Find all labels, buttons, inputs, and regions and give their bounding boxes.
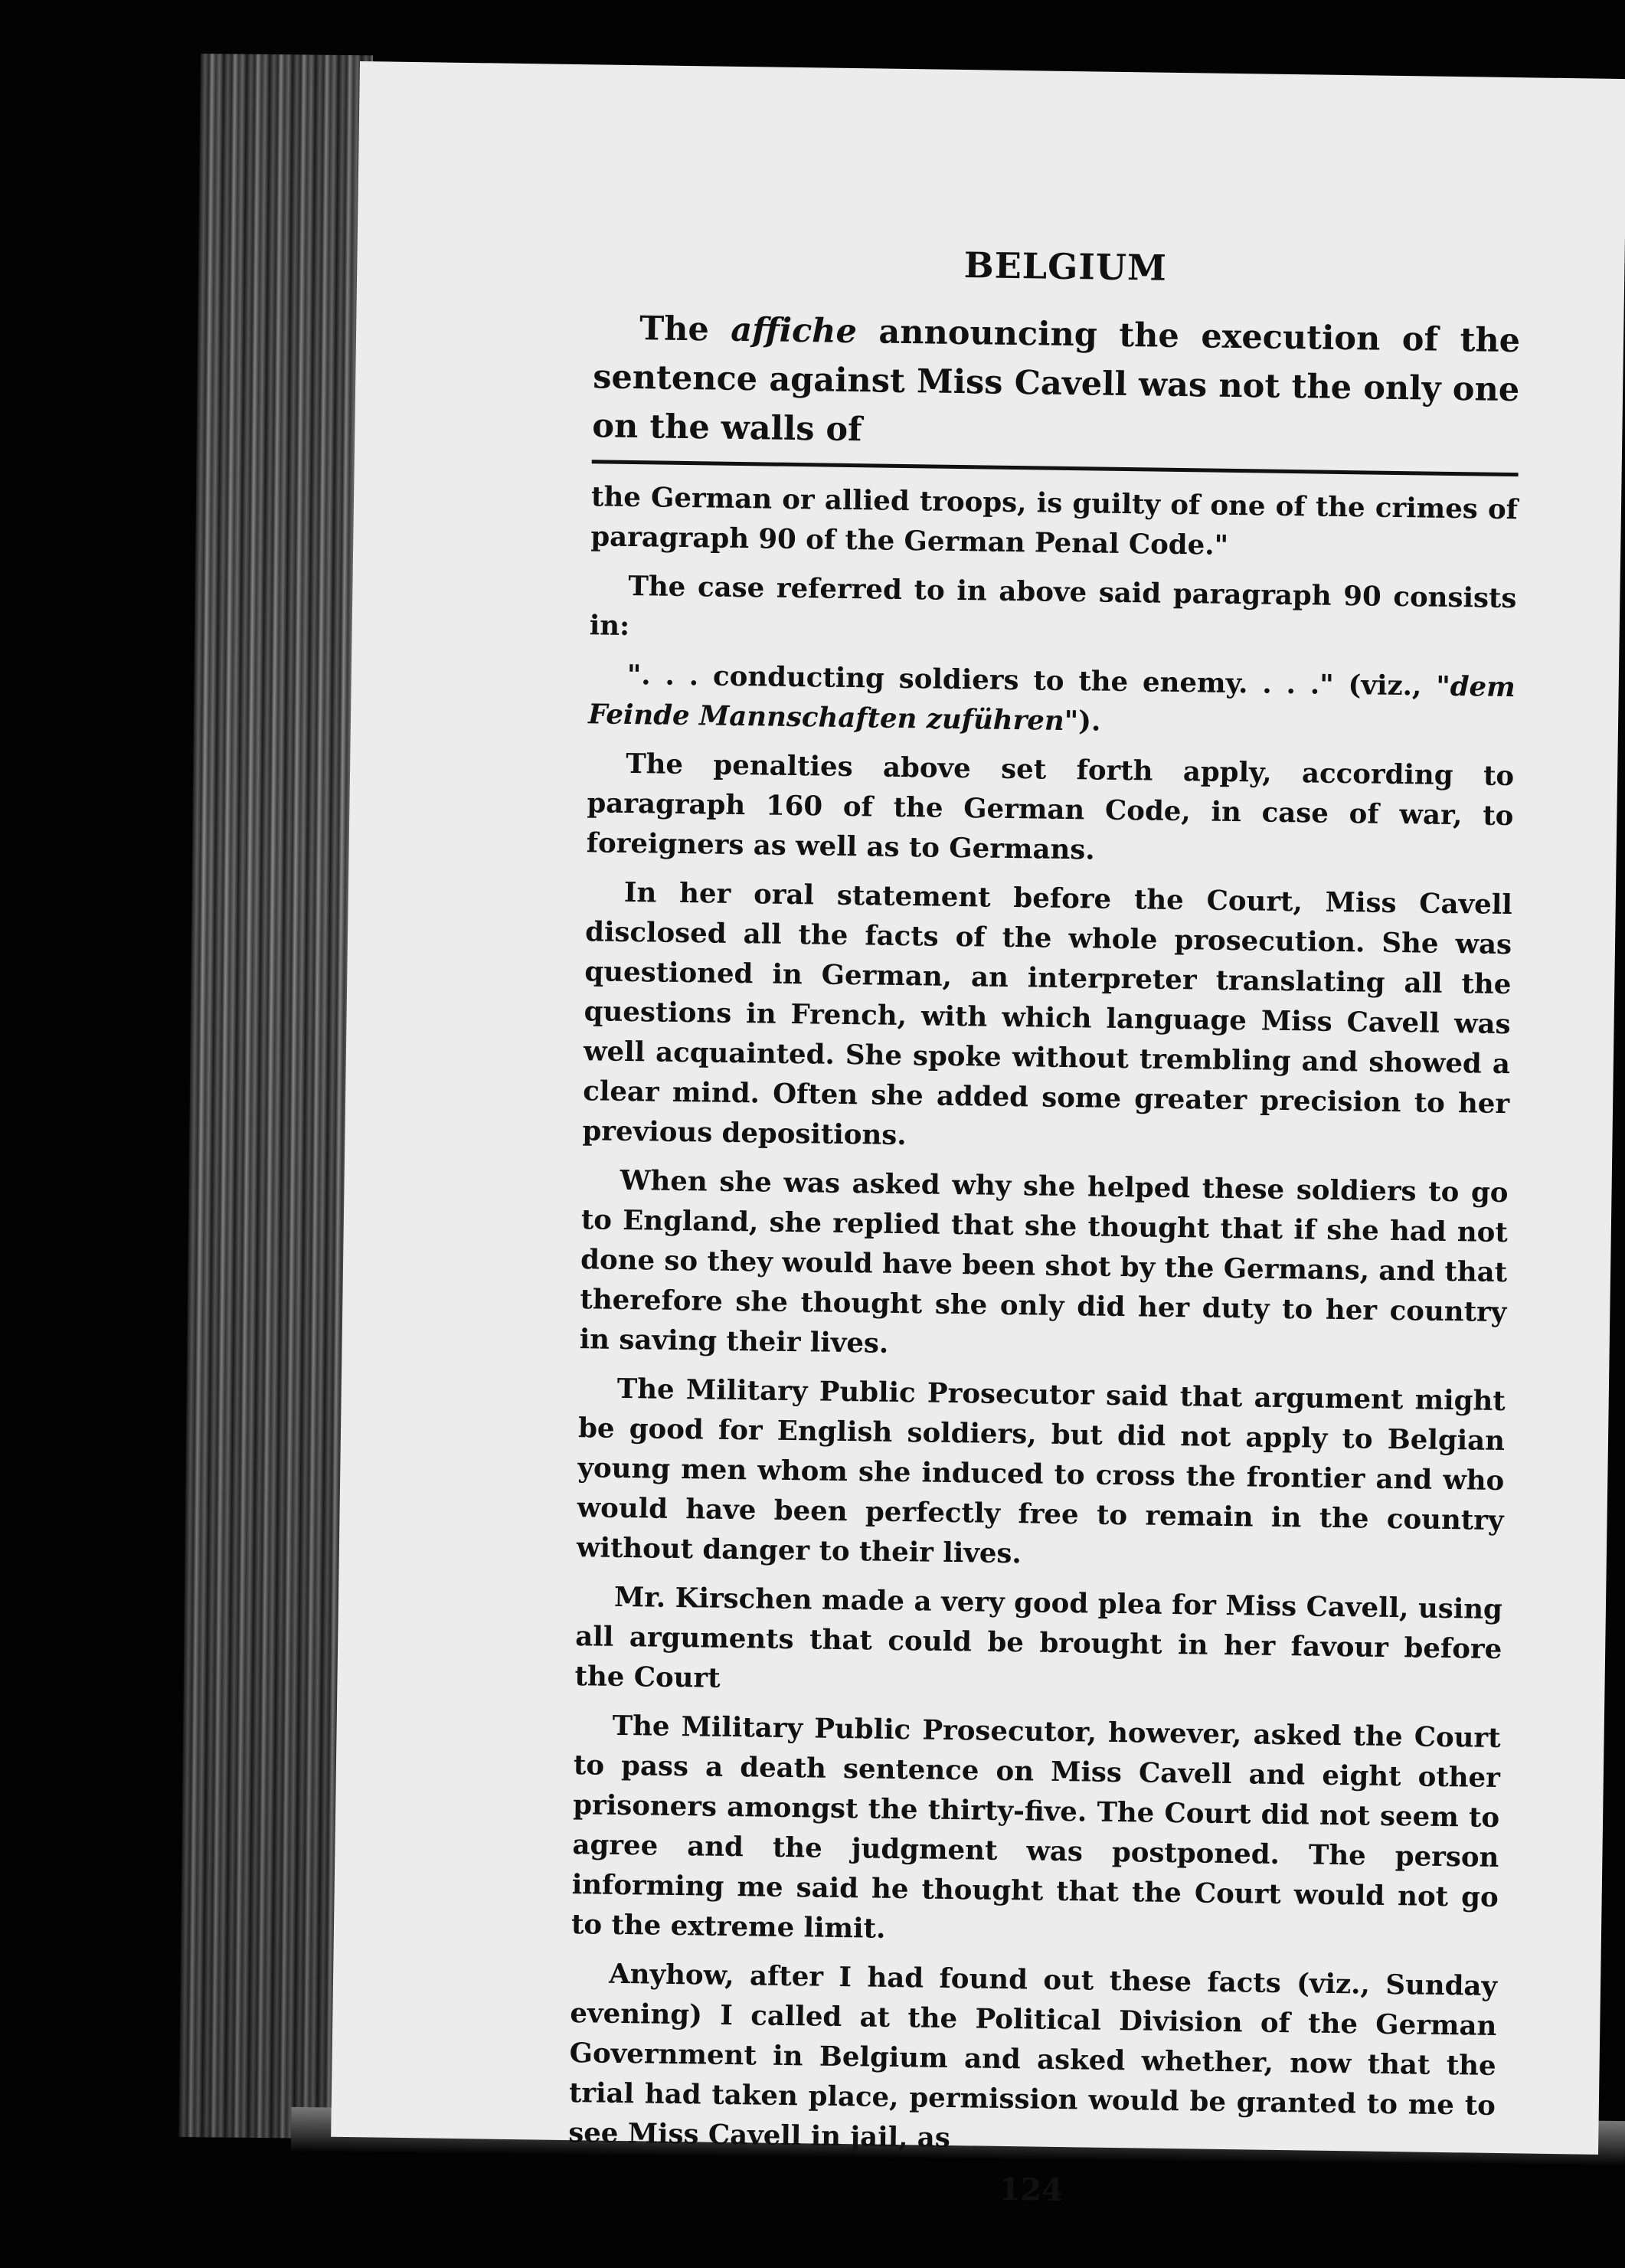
page-content — [567, 239, 1522, 2214]
paragraph-2: The case referred to in above said paragraph 90 consists in: — [589, 570, 1517, 642]
paragraph-3-emphasis: "dem Feinde Mannschaften zuführen" — [587, 670, 1516, 738]
horizontal-rule — [592, 460, 1519, 476]
intro-before: The — [639, 309, 731, 349]
paragraph-6: When she was asked why she helped these soldiers to go to England, she replied that she thought that if she had not done so they would have been shot by the Germans, and that therefore she thought she only did her duty to her country in saving their lives. — [579, 1164, 1509, 1360]
paragraph-8: Mr. Kirschen made a very good plea for Miss Cavell, using all arguments that could be brought in her favour before the Court — [574, 1581, 1503, 1694]
paragraph-3-after: ). — [1077, 705, 1101, 738]
intro-after: announcing the execution of the sentence against Miss Cavell was not the only one on the walls of — [592, 313, 1521, 450]
paragraph-5: In her oral statement before the Court, Miss Cavell disclosed all the facts of the whole prosecution. She was questioned in German, an interpreter translating all the questions in French, with which language Miss Cavell was well acquainted. She spoke without trembling and showed a clear mind. Often she added some greater precision to her previous depositions. — [582, 876, 1513, 1152]
paragraph-9: The Military Public Prosecutor, however, asked the Court to pass a death sentence on Miss Cavell and eight other prisoners amongst the thirty-five. The Court did not seem to agree and the judgment was postponed. The person informing me said he thought that the Court would not go to the extreme limit. — [571, 1710, 1501, 1945]
running-head: BELGIUM — [963, 244, 1168, 289]
paragraph-4: The penalties above set forth apply, according to paragraph 160 of the German Code, in case of war, to foreigners as well as to Germans. — [586, 748, 1515, 866]
paragraph-3-before: ". . . conducting soldiers to the enemy. . . ." (viz., — [626, 659, 1437, 702]
book-page — [331, 61, 1625, 2209]
intro-paragraph — [592, 303, 1521, 463]
page-number: 124 — [999, 2171, 1064, 2209]
paragraph-7: The Military Public Prosecutor said that argument might be good for English soldiers, but did not apply to Belgian young men whom she induced to cross the frontier and who would have been perfectly free to remain in the country without danger to their lives. — [576, 1373, 1506, 1570]
paragraph-1: the German or allied troops, is guilty of one of the crimes of paragraph 90 of the German Penal Code." — [590, 481, 1519, 561]
paragraph-10: Anyhow, after I had found out these facts (viz., Sunday evening) I called at the Political Division of the German Government in Belgium and asked whether, now that the trial had taken place, permission would be granted to me to see Miss Cavell in jail, as — [567, 1958, 1498, 2155]
intro-emphasis: affiche — [730, 310, 858, 352]
paragraph-3 — [588, 655, 1515, 748]
